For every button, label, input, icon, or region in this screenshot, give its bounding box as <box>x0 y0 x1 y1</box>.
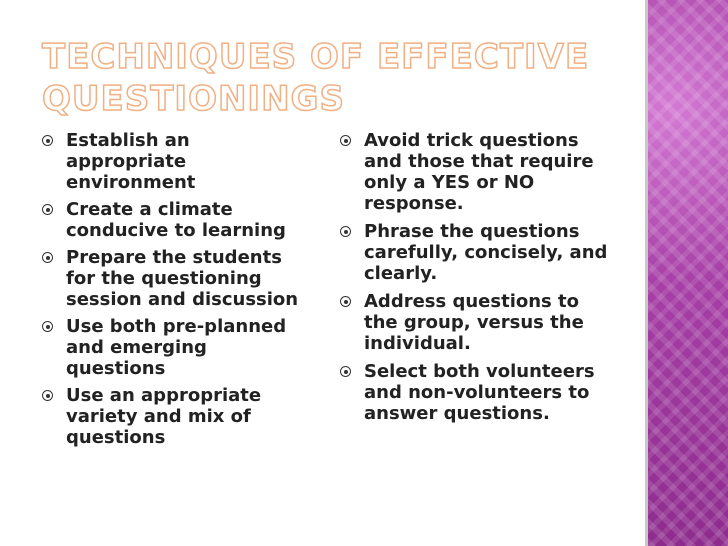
bullet-item <box>338 221 608 284</box>
bullet-text: Avoid trick questions and those that require only a YES or NO response. <box>364 130 594 214</box>
bullet-item <box>338 361 608 424</box>
radio-bullet-icon <box>340 226 351 237</box>
radio-bullet-icon <box>42 252 53 263</box>
radio-bullet-icon <box>340 135 351 146</box>
radio-bullet-icon <box>340 296 351 307</box>
bullet-text: Select both volunteers and non-volunteers to answer questions. <box>364 361 595 424</box>
bullet-item <box>40 130 310 193</box>
bullet-item <box>40 247 310 310</box>
bullet-text: Use both pre-planned and emerging questions <box>66 316 287 379</box>
bullet-item <box>40 316 310 379</box>
bullet-text: Create a climate conducive to learning <box>66 199 286 241</box>
left-bullet-list <box>40 130 310 454</box>
bullet-item <box>338 291 608 354</box>
bullet-text: Use an appropriate variety and mix of questions <box>66 385 262 448</box>
radio-bullet-icon <box>42 135 53 146</box>
slide-title: TECHNIQUES OF EFFECTIVE QUESTIONINGS <box>42 37 590 119</box>
bullet-text: Phrase the questions carefully, concisely, and clearly. <box>364 221 608 284</box>
bullet-text: Establish an appropriate environment <box>66 130 196 193</box>
bullet-text: Address questions to the group, versus the individual. <box>364 291 584 354</box>
bullet-item <box>40 385 310 448</box>
bullet-text: Prepare the students for the questioning session and discussion <box>66 247 299 310</box>
radio-bullet-icon <box>340 366 351 377</box>
bullet-item <box>338 130 608 214</box>
radio-bullet-icon <box>42 204 53 215</box>
right-bullet-list <box>338 130 608 431</box>
radio-bullet-icon <box>42 321 53 332</box>
radio-bullet-icon <box>42 390 53 401</box>
bullet-item <box>40 199 310 241</box>
decorative-side-stripe <box>648 0 728 546</box>
